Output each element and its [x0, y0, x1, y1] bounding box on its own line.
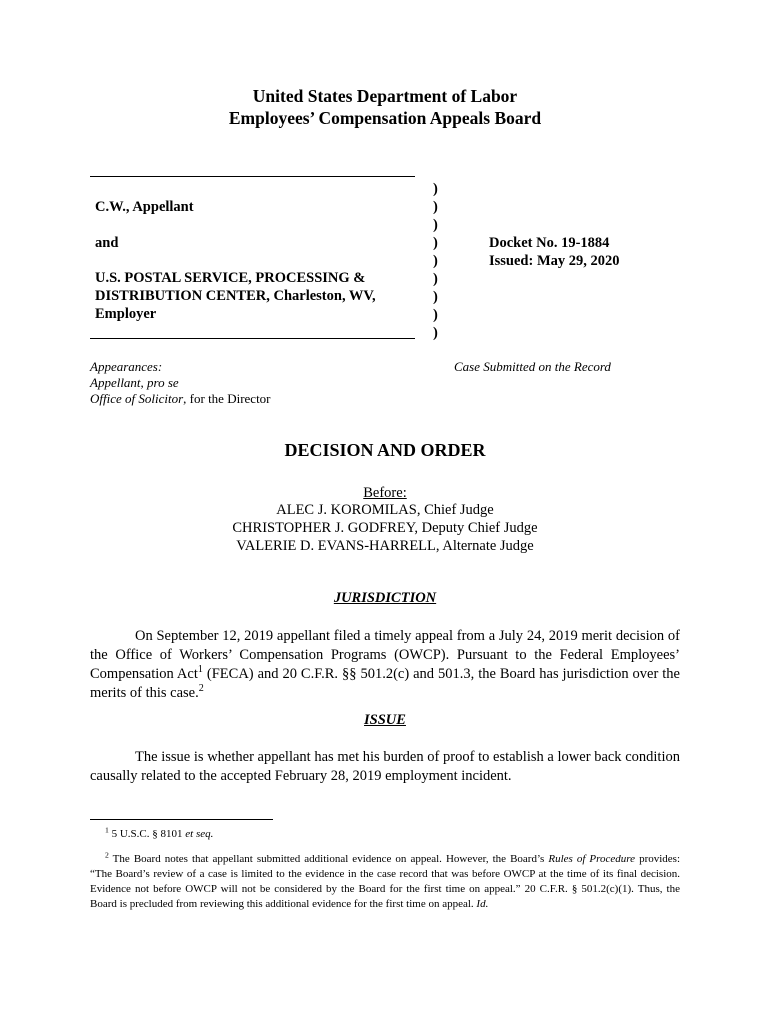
judge-deputy: CHRISTOPHER J. GODFREY, Deputy Chief Judge: [232, 520, 538, 536]
paren: ): [433, 199, 438, 215]
footnote-1-italic: et seq.: [185, 828, 214, 840]
paren: ): [433, 325, 438, 341]
before-label: Before:: [363, 485, 407, 501]
issued-date: Issued: May 29, 2020: [489, 253, 620, 269]
caption-bottom-rule: [90, 338, 415, 339]
solicitor-role: , for the Director: [183, 391, 271, 406]
paren: ): [433, 253, 438, 269]
jurisdiction-paragraph: [90, 627, 680, 703]
footnote-ref-2[interactable]: 2: [198, 683, 204, 695]
jurisdiction-heading: JURISDICTION: [333, 590, 437, 606]
appearances-label: Appearances:: [90, 359, 163, 374]
caption-top-rule: [90, 176, 415, 177]
footnote-2-id: Id.: [476, 898, 489, 910]
judge-chief: ALEC J. KOROMILAS, Chief Judge: [276, 502, 494, 518]
footnote-2-number: 2: [105, 850, 109, 860]
caption-paren-column: [433, 180, 438, 342]
board-name: Employees’ Compensation Appeals Board: [228, 108, 542, 128]
footnote-2-text-b: provides: “The Board’s review of a case is limited to the evidence in the case record that was before OWCP at the time of its final decision. Evidence not before OWCP will not be considered by the Board for the first time on appeal.” 20 C.F.R. § 501.2(c)(1). Thus, the Board is precluded from reviewing this additional evidence for the first time on appeal.: [90, 853, 681, 910]
paren: ): [433, 289, 438, 305]
paren: ): [433, 235, 438, 251]
jurisdiction-text-b: (FECA) and 20 C.F.R. §§ 501.2(c) and 501.3, the Board has jurisdiction over the merits of this case.: [90, 666, 680, 701]
caption-and: and: [95, 235, 119, 251]
paren: ): [433, 217, 438, 233]
paren: ): [433, 181, 438, 197]
docket-number: Docket No. 19-1884: [489, 235, 610, 251]
issue-heading: ISSUE: [364, 712, 406, 728]
employer-line-3: Employer: [95, 306, 157, 322]
decision-title: DECISION AND ORDER: [284, 440, 486, 460]
footnote-2: [90, 852, 680, 912]
employer-line-1: U.S. POSTAL SERVICE, PROCESSING &: [95, 270, 366, 286]
appearance-appellant: Appellant, pro se: [90, 375, 179, 390]
footnote-ref-1[interactable]: 1: [197, 664, 203, 676]
issue-paragraph: The issue is whether appellant has met his burden of proof to establish a lower back condition causally related to the accepted February 28, 2019 employment incident.: [90, 749, 680, 784]
paren: ): [433, 307, 438, 323]
footnote-2-text-a: The Board notes that appellant submitted additional evidence on appeal. However, the Board’s: [108, 853, 549, 865]
footnote-2-italic: Rules of Procedure: [548, 853, 636, 865]
paren: ): [433, 271, 438, 287]
judge-alternate: VALERIE D. EVANS-HARRELL, Alternate Judge: [236, 538, 534, 554]
agency-name: United States Department of Labor: [252, 86, 518, 106]
appellant-name: C.W., Appellant: [95, 199, 194, 215]
footnote-1-text: 5 U.S.C. § 8101: [108, 828, 186, 840]
solicitor-name: Office of Solicitor: [90, 391, 184, 406]
employer-line-2: DISTRIBUTION CENTER, Charleston, WV,: [95, 288, 376, 304]
footnote-1-number: 1: [105, 825, 109, 835]
appearance-solicitor: [90, 391, 271, 407]
jurisdiction-text-a: On September 12, 2019 appellant filed a timely appeal from a July 24, 2019 merit decision of the Office of Workers’ Compensation Programs (OWCP). Pursuant to the Federal Employees’ Compensation Act: [90, 628, 680, 682]
case-submitted: Case Submitted on the Record: [454, 359, 611, 374]
footnote-separator: [90, 819, 273, 820]
footnote-1: [90, 827, 680, 842]
